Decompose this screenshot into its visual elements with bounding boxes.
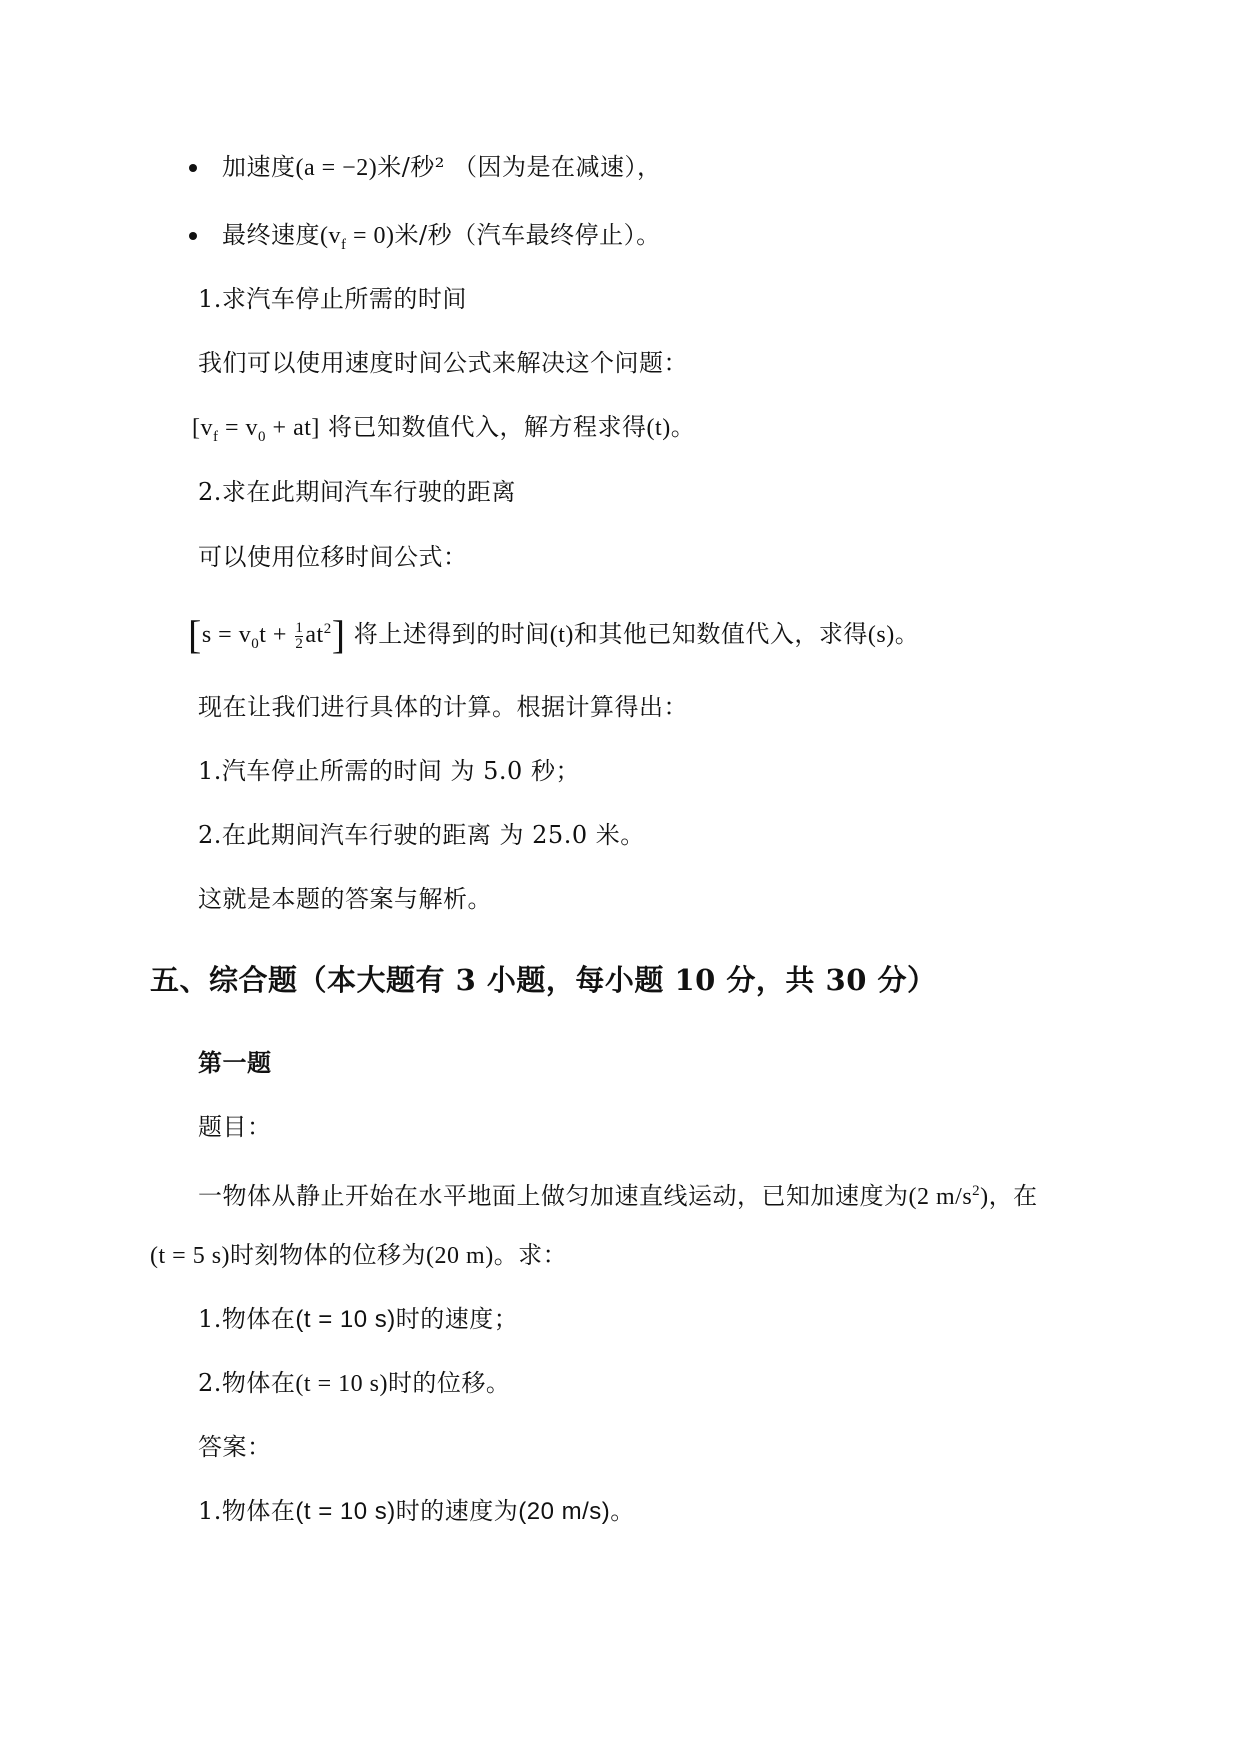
- answer-item-1: 1.物体在(t = 10 s)时的速度为(20 m/s)。: [198, 1497, 635, 1525]
- displacement-formula: [$s = v_0t$ + $\frac{1}{2}$ $at^2$]: [188, 612, 346, 657]
- math-expression: (t = 10 s): [295, 1306, 396, 1333]
- math-expression: (t = 10 s): [295, 1498, 396, 1525]
- answer-label: 答案：: [198, 1433, 272, 1461]
- bullet-text: 米/秒² （因为是在减速），: [377, 153, 662, 181]
- bullet-item-final-velocity: [222, 218, 661, 262]
- math-expression: (20 m): [426, 1243, 494, 1269]
- bullet-dot: [189, 232, 197, 240]
- math-expression: (t = 10 s): [295, 1371, 388, 1397]
- conclusion: 这就是本题的答案与解析。: [198, 885, 492, 913]
- math-expression: (20 m/s): [518, 1498, 611, 1525]
- math-expression: (t = 5 s): [150, 1243, 231, 1269]
- step1-intro: 我们可以使用速度时间公式来解决这个问题：: [198, 349, 688, 377]
- question-prompt-label: 题目：: [198, 1113, 272, 1141]
- step1-title: 1.求汽车停止所需的时间: [198, 285, 467, 313]
- math-expression: (2 $m/s^2$): [908, 1183, 989, 1210]
- bullet-item-acceleration: [222, 150, 662, 185]
- question-label: 第一题: [198, 1048, 272, 1077]
- question-item-2: 2.物体在(t = 10 s)时的位移。: [198, 1369, 511, 1397]
- bullet-text: 米/秒（汽车最终停止）。: [394, 221, 661, 249]
- fraction-one-half: $\frac{1}{2}$: [295, 619, 304, 652]
- step2-title: 2.求在此期间汽车行驶的距离: [198, 478, 516, 506]
- section-heading: 五、综合题（本大题有 3 小题，每小题 10 分，共 30 分）: [150, 963, 937, 997]
- result-distance: 2.在此期间汽车行驶的距离 为 25.0 米。: [198, 821, 645, 849]
- bullet-dot: [189, 164, 197, 172]
- velocity-formula: $[v_f = v_0 + at]$: [192, 415, 320, 445]
- math-expression: (a = −2): [295, 155, 378, 181]
- calculation-intro: 现在让我们进行具体的计算。根据计算得出：: [198, 693, 688, 721]
- question-text-line1: 一物体从静止开始在水平地面上做匀加速直线运动，已知加速度为(2 $m/s^2$)，在: [198, 1182, 1038, 1210]
- bullet-text: 加速度: [222, 153, 296, 181]
- velocity-formula-line: $[v_f = v_0 + at]$ 将已知数值代入，解方程求得(t)。: [192, 413, 696, 445]
- question-text-line2: (t = 5 s)时刻物体的位移为(20 m)。求：: [150, 1241, 568, 1269]
- math-expression: $(v_f = 0)$: [320, 223, 395, 253]
- step2-intro: 可以使用位移时间公式：: [198, 543, 468, 571]
- question-item-1: 1.物体在(t = 10 s)时的速度；: [198, 1305, 519, 1333]
- displacement-formula-line: [$s = v_0t$ + $\frac{1}{2}$ $at^2$] 将上述得到的时间(t)和其他已知数值代入，求得(s)。: [188, 612, 920, 657]
- result-time: 1.汽车停止所需的时间 为 5.0 秒；: [198, 757, 580, 785]
- bullet-text: 最终速度: [222, 221, 320, 249]
